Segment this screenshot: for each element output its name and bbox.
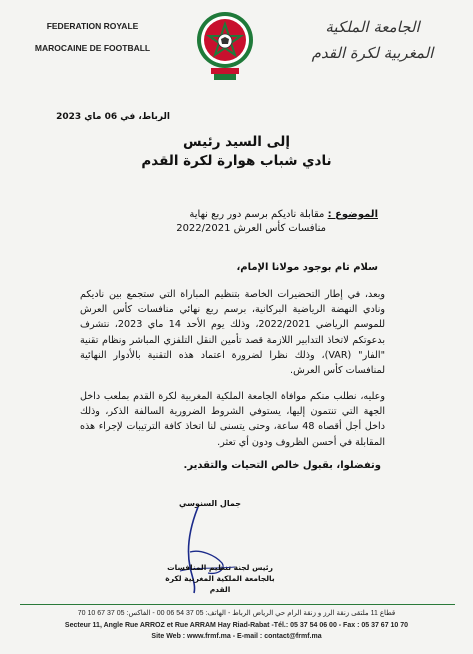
org-name-fr-line2: MAROCAINE DE FOOTBALL bbox=[34, 43, 151, 53]
body-paragraph-2: وعليه، نطلب منكم موافاة الجامعة الملكية المغربية لكرة القدم بملعب داخل الجهة التي تنتمون إليها، يستوفي الشروط الضرورية السالفة الذكر، وذلك داخل أجل أقصاه 48 ساعة، وحتى يتسنى لنا اتخاذ كافة الترتيبات لإجراء هذه المقابلة في أحسن الظروف ودون أي تعثر. bbox=[80, 391, 385, 448]
closing-line: وتفضلوا، بقبول خالص التحيات والتقدير. bbox=[183, 460, 381, 471]
footer-contact: Site Web : www.frmf.ma - E-mail : contact@frmf.ma bbox=[151, 633, 322, 640]
signatory-title-line1: رئيس لجنة تنظيم المنافسات bbox=[167, 563, 273, 572]
org-name-ar-line1: الجامعة الملكية bbox=[325, 18, 420, 36]
frmf-crest-icon bbox=[194, 8, 256, 86]
letter-date: الرباط، في 06 ماي 2023 bbox=[56, 112, 170, 122]
subject-block bbox=[78, 208, 378, 236]
body-paragraph-1: وبعد، في إطار التحضيرات الخاصة بتنظيم المباراة التي ستجمع بين ناديكم ونادي النهضة الرياضية البركانية، برسم ربع نهائي منافسات كأس العرش للموسم الرياضي 2022/2021، وذلك يوم الأحد 14 ماي 2023، نتشرف بدعوتكم لاتخاذ التدابير اللازمة قصد تأمين النقل التلفزي المباشر ونظام تقنية "الفار" (VAR)، وذلك نظرا لضرورة اعتماد هذه التقنية بالأدوار النهائية لمنافسات كأس العرش. bbox=[80, 289, 386, 377]
subject-line2: منافسات كأس العرش 2022/2021 bbox=[176, 223, 326, 234]
footer-address-ar: قطاع 11 ملتقى زنقة الرز و زنقة الرام حي الرياض الرباط - الهاتف: 05 37 54 06 00 - الفاكس: 05 37 67 10 70 bbox=[77, 610, 396, 617]
org-name-fr-line1: FEDERATION ROYALE bbox=[46, 21, 139, 31]
footer-divider bbox=[20, 604, 455, 605]
salutation: سلام تام بوجود مولانا الإمام، bbox=[236, 262, 378, 273]
footer-address-fr: Secteur 11, Angle Rue ARROZ et Rue ARRAM Hay Riad-Rabat -Tél.: 05 37 54 06 00 - Fax : 05 37 67 10 70 bbox=[64, 622, 409, 629]
subject-label: الموضوع : bbox=[327, 209, 378, 220]
recipient-line2: نادي شباب هوارة لكرة القدم bbox=[141, 153, 332, 169]
subject-line1: مقابلة ناديكم برسم دور ربع نهاية bbox=[189, 209, 325, 220]
signatory-name: جمال السنوسي bbox=[179, 499, 241, 508]
org-name-ar-line2: المغربية لكرة القدم bbox=[311, 44, 434, 62]
signatory-title-line2: بالجامعة الملكية المغربية لكرة القدم bbox=[165, 574, 275, 594]
recipient-line1: إلى السيد رئيس bbox=[183, 134, 290, 150]
